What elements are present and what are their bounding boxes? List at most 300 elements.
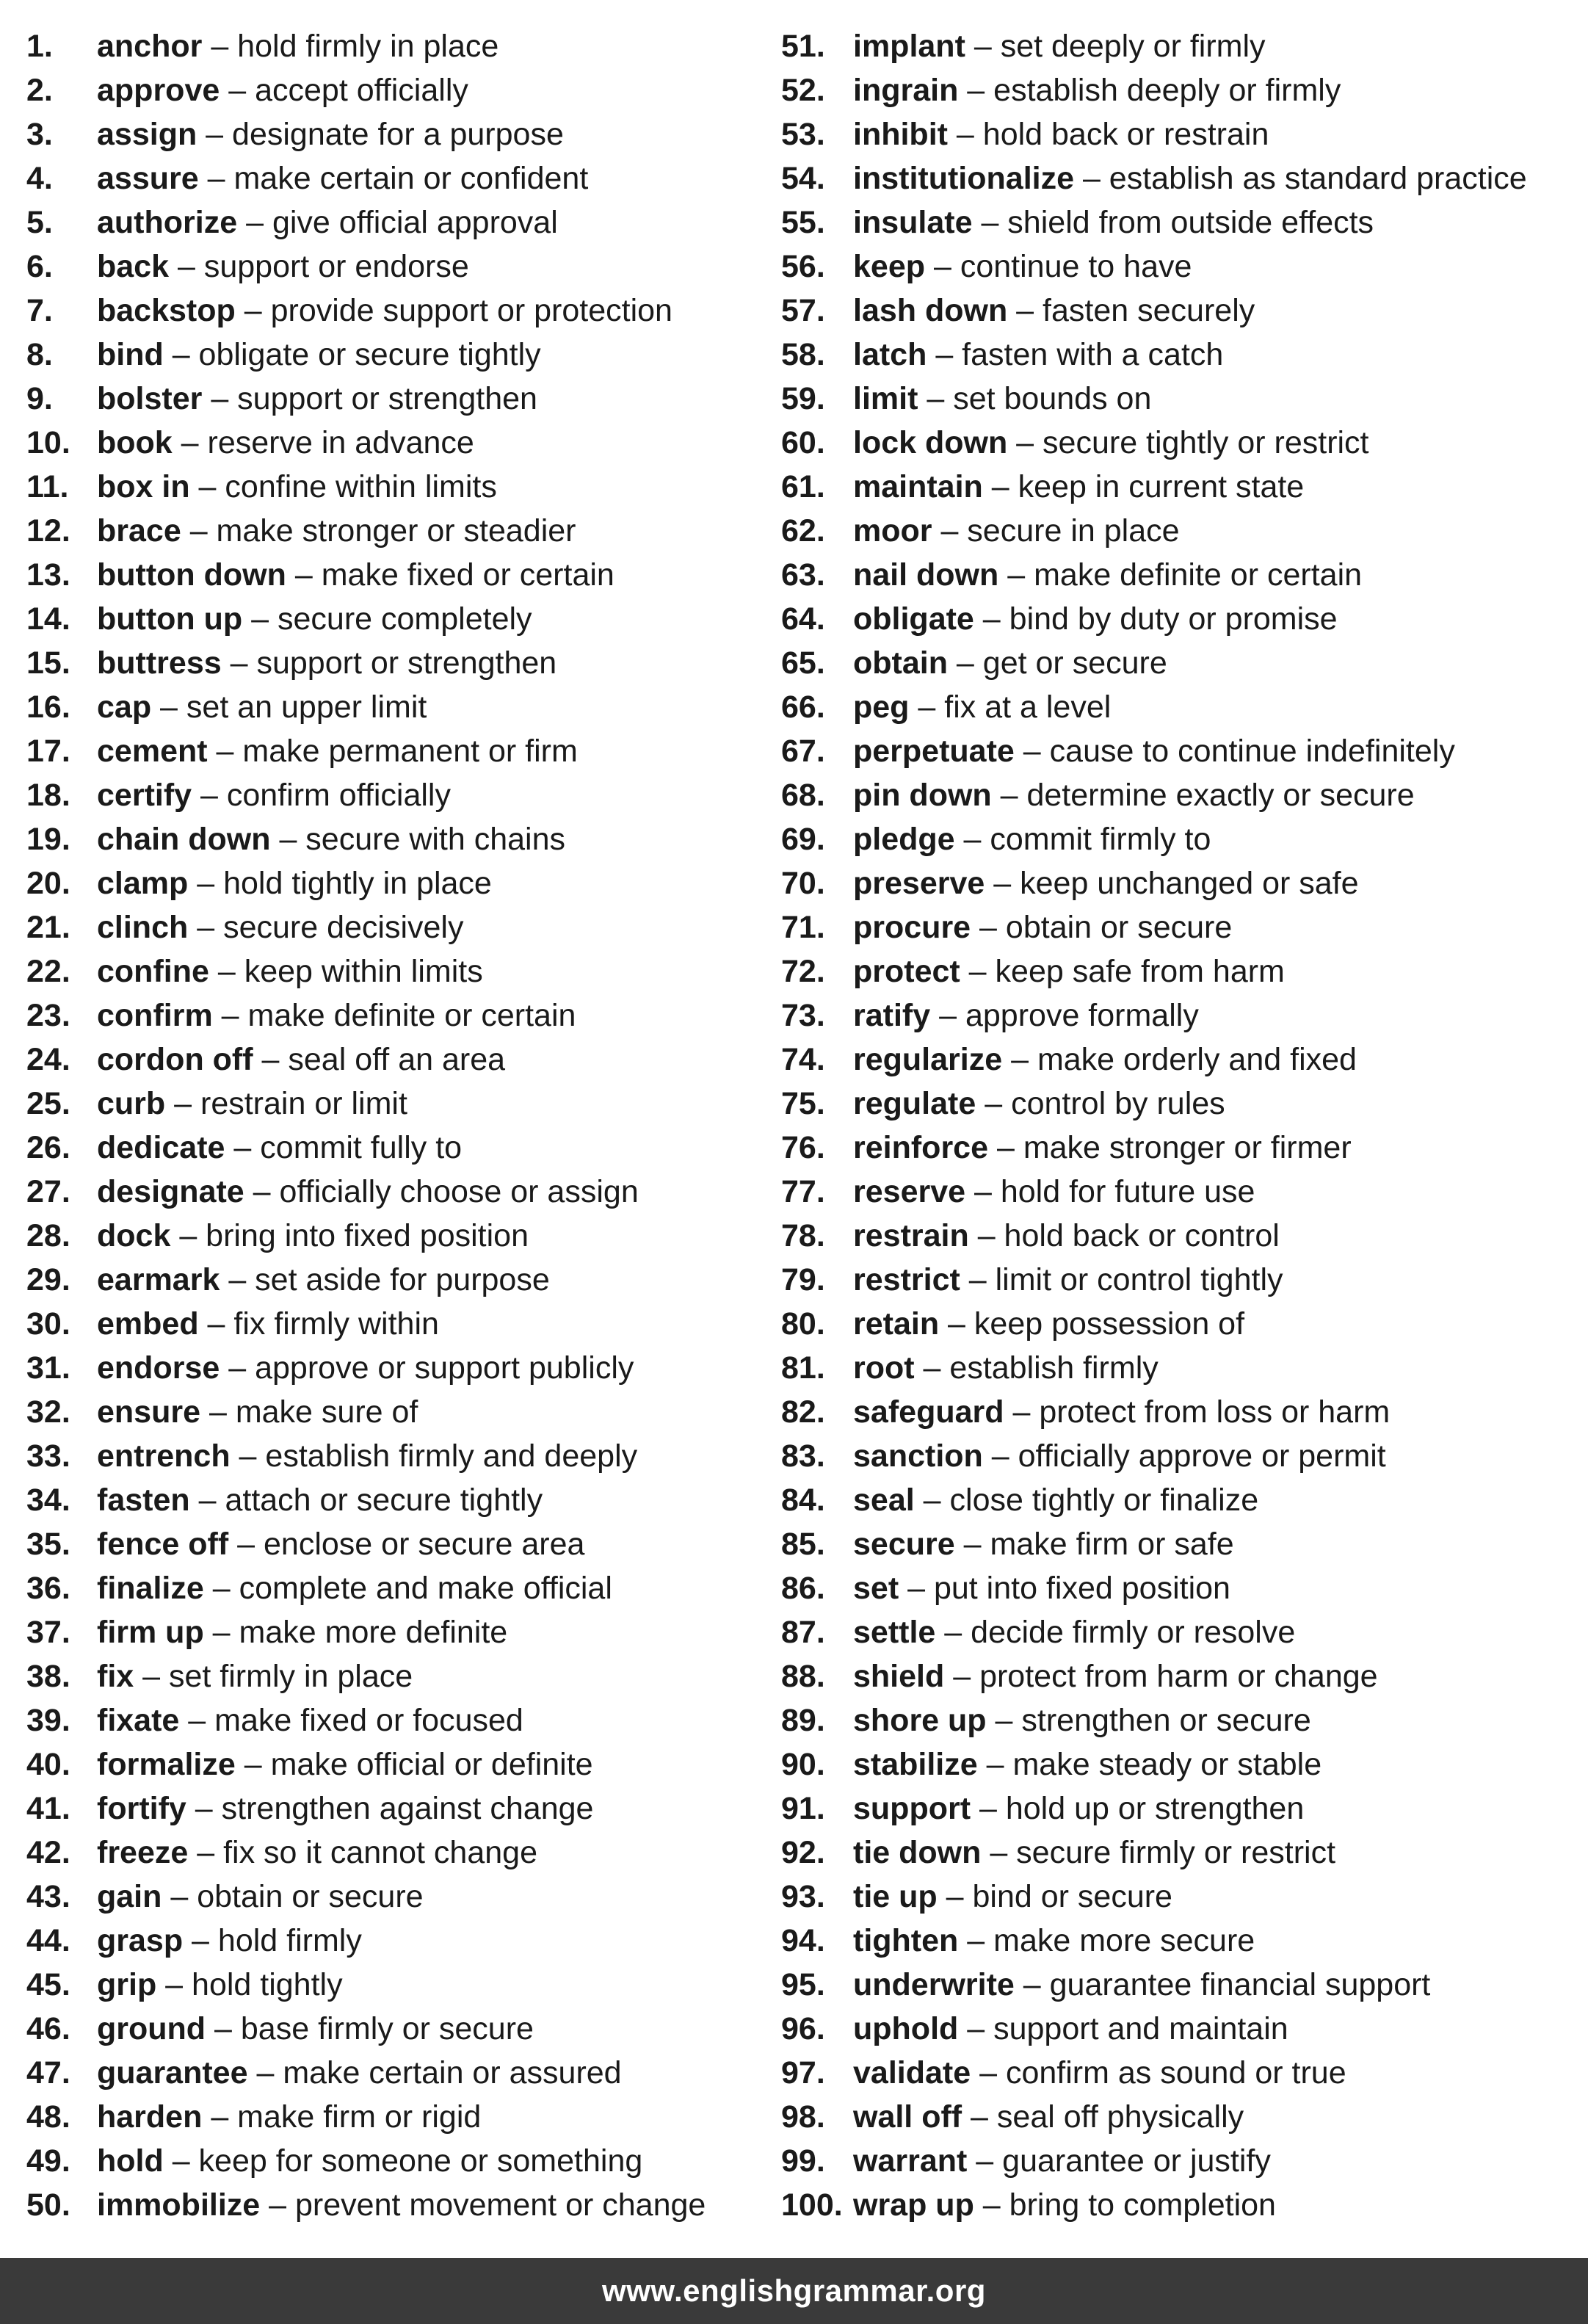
item-definition: – fix firmly within bbox=[198, 1306, 439, 1342]
list-item bbox=[781, 333, 1574, 377]
item-word: support bbox=[853, 1791, 971, 1826]
item-word: approve bbox=[97, 73, 220, 108]
item-number: 38. bbox=[26, 1659, 70, 1694]
item-number: 30. bbox=[26, 1306, 70, 1342]
list-item bbox=[781, 1434, 1574, 1478]
list-item bbox=[26, 1610, 761, 1654]
item-word: reserve bbox=[853, 1174, 966, 1209]
item-word: regularize bbox=[853, 1042, 1003, 1077]
list-item bbox=[781, 68, 1574, 112]
list-item bbox=[781, 1698, 1574, 1742]
word-list-column-left bbox=[26, 24, 761, 2227]
item-number: 11. bbox=[26, 469, 69, 504]
item-definition: – make official or definite bbox=[235, 1747, 593, 1782]
item-number: 95. bbox=[781, 1967, 825, 2002]
item-word: freeze bbox=[97, 1835, 189, 1870]
list-item bbox=[26, 1346, 761, 1390]
item-entry bbox=[853, 1214, 1280, 1258]
item-word: certify bbox=[97, 778, 192, 813]
item-number: 55. bbox=[781, 205, 825, 240]
item-definition: – keep within limits bbox=[209, 954, 483, 989]
list-item bbox=[26, 465, 761, 509]
item-entry bbox=[853, 1522, 1234, 1566]
list-item bbox=[26, 1434, 761, 1478]
item-number: 92. bbox=[781, 1835, 825, 1870]
item-definition: – set aside for purpose bbox=[220, 1262, 550, 1297]
item-definition: – hold back or control bbox=[968, 1218, 1280, 1253]
item-number: 44. bbox=[26, 1923, 70, 1958]
item-definition: – make fixed or certain bbox=[286, 557, 614, 593]
footer-bar bbox=[0, 2258, 1588, 2324]
item-definition: – make stronger or steadier bbox=[181, 513, 576, 549]
list-item bbox=[26, 1831, 761, 1875]
item-number: 74. bbox=[781, 1042, 825, 1077]
item-word: tighten bbox=[853, 1923, 959, 1958]
item-word: tie down bbox=[853, 1835, 982, 1870]
item-word: maintain bbox=[853, 469, 983, 504]
item-number: 51. bbox=[781, 29, 825, 64]
list-item bbox=[781, 421, 1574, 465]
item-word: restrict bbox=[853, 1262, 960, 1297]
item-definition: – guarantee or justify bbox=[967, 2143, 1271, 2179]
list-item bbox=[781, 509, 1574, 553]
item-entry bbox=[853, 1787, 1304, 1831]
list-item bbox=[26, 2183, 761, 2227]
item-word: restrain bbox=[853, 1218, 969, 1253]
item-definition: – establish firmly bbox=[914, 1350, 1159, 1386]
item-entry bbox=[97, 1610, 507, 1654]
item-word: guarantee bbox=[97, 2055, 248, 2090]
item-number: 52. bbox=[781, 73, 825, 108]
item-word: confirm bbox=[97, 998, 213, 1033]
item-number: 31. bbox=[26, 1350, 70, 1386]
item-definition: – set deeply or firmly bbox=[965, 29, 1266, 64]
item-word: lash down bbox=[853, 293, 1008, 328]
list-item bbox=[781, 1654, 1574, 1698]
item-definition: – make more definite bbox=[203, 1615, 508, 1650]
item-number: 76. bbox=[781, 1130, 825, 1165]
item-number: 21. bbox=[26, 910, 70, 945]
item-word: assure bbox=[97, 161, 199, 196]
item-definition: – enclose or secure area bbox=[228, 1527, 585, 1562]
item-number: 66. bbox=[781, 689, 825, 725]
item-entry bbox=[97, 2095, 481, 2139]
item-entry bbox=[853, 1610, 1295, 1654]
item-word: cordon off bbox=[97, 1042, 253, 1077]
item-entry bbox=[853, 1170, 1255, 1214]
item-definition: – bind or secure bbox=[937, 1879, 1172, 1914]
item-word: retain bbox=[853, 1306, 940, 1342]
list-item bbox=[781, 1919, 1574, 1963]
item-entry bbox=[97, 289, 672, 333]
item-entry bbox=[97, 245, 469, 289]
list-item bbox=[26, 861, 761, 905]
item-entry bbox=[97, 112, 564, 156]
list-item bbox=[26, 289, 761, 333]
item-entry bbox=[97, 1831, 537, 1875]
item-word: shore up bbox=[853, 1703, 987, 1738]
item-definition: – base firmly or secure bbox=[206, 2011, 534, 2046]
list-item bbox=[781, 2051, 1574, 2095]
item-entry bbox=[97, 1478, 543, 1522]
item-definition: – provide support or protection bbox=[235, 293, 672, 328]
item-definition: – obtain or secure bbox=[162, 1879, 424, 1914]
item-definition: – make stronger or firmer bbox=[988, 1130, 1352, 1165]
item-number: 1. bbox=[26, 29, 53, 64]
list-item bbox=[26, 24, 761, 68]
item-word: wrap up bbox=[853, 2187, 974, 2223]
item-word: safeguard bbox=[853, 1394, 1004, 1430]
item-entry bbox=[853, 817, 1211, 861]
item-word: set bbox=[853, 1571, 899, 1606]
item-number: 100. bbox=[781, 2187, 843, 2223]
item-definition: – control by rules bbox=[976, 1086, 1225, 1121]
list-item bbox=[26, 1963, 761, 2007]
list-item bbox=[26, 641, 761, 685]
list-item bbox=[781, 1126, 1574, 1170]
item-word: fix bbox=[97, 1659, 134, 1694]
list-item bbox=[26, 1698, 761, 1742]
item-definition: – hold tightly in place bbox=[188, 866, 492, 901]
item-word: earmark bbox=[97, 1262, 220, 1297]
item-definition: – make definite or certain bbox=[212, 998, 576, 1033]
item-definition: – support or strengthen bbox=[202, 381, 537, 416]
item-number: 26. bbox=[26, 1130, 70, 1165]
item-number: 78. bbox=[781, 1218, 825, 1253]
item-entry bbox=[853, 1126, 1352, 1170]
item-number: 93. bbox=[781, 1879, 825, 1914]
item-definition: – decide firmly or resolve bbox=[935, 1615, 1296, 1650]
item-word: dedicate bbox=[97, 1130, 225, 1165]
item-word: ratify bbox=[853, 998, 931, 1033]
list-item bbox=[781, 993, 1574, 1038]
item-definition: – support and maintain bbox=[958, 2011, 1288, 2046]
list-item bbox=[26, 245, 761, 289]
item-entry bbox=[853, 1302, 1244, 1346]
item-entry bbox=[97, 156, 588, 200]
item-number: 39. bbox=[26, 1703, 70, 1738]
item-definition: – set bounds on bbox=[918, 381, 1152, 416]
item-entry bbox=[853, 2139, 1271, 2183]
item-definition: – establish as standard practice bbox=[1074, 161, 1527, 196]
item-number: 69. bbox=[781, 822, 825, 857]
item-number: 32. bbox=[26, 1394, 70, 1430]
item-entry bbox=[97, 1787, 593, 1831]
item-word: secure bbox=[853, 1527, 955, 1562]
list-item bbox=[781, 1610, 1574, 1654]
item-definition: – make permanent or firm bbox=[207, 734, 578, 769]
item-number: 6. bbox=[26, 249, 53, 284]
item-word: insulate bbox=[853, 205, 973, 240]
item-number: 9. bbox=[26, 381, 53, 416]
item-entry bbox=[853, 377, 1151, 421]
item-definition: – attach or secure tightly bbox=[189, 1483, 543, 1518]
item-entry bbox=[853, 1875, 1172, 1919]
list-item bbox=[781, 1346, 1574, 1390]
item-entry bbox=[853, 112, 1269, 156]
item-entry bbox=[97, 421, 474, 465]
item-entry bbox=[97, 597, 532, 641]
item-word: settle bbox=[853, 1615, 936, 1650]
list-item bbox=[781, 24, 1574, 68]
item-definition: – make firm or safe bbox=[954, 1527, 1234, 1562]
item-entry bbox=[853, 1831, 1335, 1875]
item-word: validate bbox=[853, 2055, 971, 2090]
item-word: preserve bbox=[853, 866, 985, 901]
item-number: 88. bbox=[781, 1659, 825, 1694]
item-number: 99. bbox=[781, 2143, 825, 2179]
item-entry bbox=[853, 905, 1232, 949]
item-word: peg bbox=[853, 689, 910, 725]
item-entry bbox=[97, 861, 492, 905]
item-entry bbox=[853, 289, 1255, 333]
footer-url[interactable]: www.englishgrammar.org bbox=[602, 2273, 986, 2308]
item-entry bbox=[853, 1698, 1311, 1742]
list-item bbox=[26, 2095, 761, 2139]
list-item bbox=[26, 817, 761, 861]
item-entry bbox=[97, 200, 558, 245]
item-entry bbox=[853, 2007, 1288, 2051]
item-word: grip bbox=[97, 1967, 157, 2002]
item-definition: – keep for someone or something bbox=[163, 2143, 643, 2179]
item-entry bbox=[97, 1126, 462, 1170]
list-item bbox=[26, 1522, 761, 1566]
item-entry bbox=[97, 1434, 637, 1478]
item-number: 24. bbox=[26, 1042, 70, 1077]
item-definition: – protect from harm or change bbox=[944, 1659, 1378, 1694]
list-item bbox=[26, 1390, 761, 1434]
list-item bbox=[781, 1302, 1574, 1346]
item-word: fasten bbox=[97, 1483, 190, 1518]
list-item bbox=[781, 729, 1574, 773]
item-number: 87. bbox=[781, 1615, 825, 1650]
item-entry bbox=[97, 1698, 523, 1742]
list-item bbox=[781, 1963, 1574, 2007]
item-definition: – make firm or rigid bbox=[202, 2099, 482, 2135]
item-definition: – fix at a level bbox=[909, 689, 1112, 725]
item-number: 73. bbox=[781, 998, 825, 1033]
list-item bbox=[26, 1302, 761, 1346]
item-entry bbox=[853, 2051, 1346, 2095]
item-word: buttress bbox=[97, 645, 222, 681]
item-word: wall off bbox=[853, 2099, 962, 2135]
item-entry bbox=[97, 1038, 505, 1082]
item-number: 72. bbox=[781, 954, 825, 989]
item-entry bbox=[97, 1170, 639, 1214]
item-entry bbox=[853, 1654, 1378, 1698]
list-item bbox=[26, 1214, 761, 1258]
list-item bbox=[781, 2095, 1574, 2139]
list-item bbox=[26, 68, 761, 112]
list-item bbox=[781, 553, 1574, 597]
item-number: 16. bbox=[26, 689, 70, 725]
list-item bbox=[26, 729, 761, 773]
list-item bbox=[781, 2007, 1574, 2051]
list-item bbox=[26, 1082, 761, 1126]
item-number: 35. bbox=[26, 1527, 70, 1562]
list-item bbox=[26, 1654, 761, 1698]
item-word: gain bbox=[97, 1879, 162, 1914]
item-word: brace bbox=[97, 513, 181, 549]
item-definition: – bind by duty or promise bbox=[974, 601, 1338, 637]
item-number: 60. bbox=[781, 425, 825, 460]
item-number: 67. bbox=[781, 734, 825, 769]
item-definition: – keep unchanged or safe bbox=[985, 866, 1359, 901]
item-entry bbox=[853, 1478, 1258, 1522]
list-item bbox=[781, 1478, 1574, 1522]
item-word: formalize bbox=[97, 1747, 236, 1782]
item-entry bbox=[853, 773, 1415, 817]
item-number: 85. bbox=[781, 1527, 825, 1562]
item-word: grasp bbox=[97, 1923, 184, 1958]
item-number: 98. bbox=[781, 2099, 825, 2135]
item-definition: – secure completely bbox=[242, 601, 532, 637]
item-entry bbox=[97, 1742, 593, 1787]
item-word: curb bbox=[97, 1086, 166, 1121]
list-item bbox=[26, 112, 761, 156]
item-word: back bbox=[97, 249, 170, 284]
item-entry bbox=[853, 861, 1359, 905]
item-definition: – strengthen against change bbox=[186, 1791, 594, 1826]
item-word: institutionalize bbox=[853, 161, 1074, 196]
item-number: 83. bbox=[781, 1438, 825, 1474]
item-definition: – keep safe from harm bbox=[960, 954, 1285, 989]
item-entry bbox=[97, 1302, 439, 1346]
list-item bbox=[26, 333, 761, 377]
item-number: 63. bbox=[781, 557, 825, 593]
item-definition: – approve formally bbox=[930, 998, 1199, 1033]
item-definition: – make steady or stable bbox=[977, 1747, 1322, 1782]
item-word: sanction bbox=[853, 1438, 983, 1474]
list-item bbox=[781, 905, 1574, 949]
item-entry bbox=[97, 377, 537, 421]
item-number: 54. bbox=[781, 161, 825, 196]
item-entry bbox=[97, 729, 578, 773]
item-entry bbox=[853, 509, 1180, 553]
list-item bbox=[26, 773, 761, 817]
item-number: 94. bbox=[781, 1923, 825, 1958]
item-number: 82. bbox=[781, 1394, 825, 1430]
list-item bbox=[781, 1082, 1574, 1126]
item-definition: – put into fixed position bbox=[899, 1571, 1230, 1606]
item-word: fortify bbox=[97, 1791, 186, 1826]
item-entry bbox=[853, 1742, 1321, 1787]
list-item bbox=[26, 905, 761, 949]
item-word: perpetuate bbox=[853, 734, 1015, 769]
item-definition: – confine within limits bbox=[189, 469, 497, 504]
item-definition: – establish firmly and deeply bbox=[230, 1438, 638, 1474]
item-number: 91. bbox=[781, 1791, 825, 1826]
item-word: regulate bbox=[853, 1086, 976, 1121]
list-item bbox=[26, 1787, 761, 1831]
item-entry bbox=[97, 1214, 529, 1258]
list-item bbox=[26, 421, 761, 465]
item-number: 33. bbox=[26, 1438, 70, 1474]
item-word: seal bbox=[853, 1483, 915, 1518]
list-item bbox=[26, 1875, 761, 1919]
item-number: 45. bbox=[26, 1967, 70, 2002]
item-definition: – keep possession of bbox=[939, 1306, 1245, 1342]
item-definition: – guarantee financial support bbox=[1014, 1967, 1431, 2002]
item-number: 36. bbox=[26, 1571, 70, 1606]
list-item bbox=[26, 685, 761, 729]
list-item bbox=[26, 553, 761, 597]
item-entry bbox=[97, 1919, 362, 1963]
item-entry bbox=[97, 949, 483, 993]
item-entry bbox=[853, 641, 1167, 685]
item-entry bbox=[853, 24, 1266, 68]
item-number: 17. bbox=[26, 734, 70, 769]
word-list-column-right bbox=[781, 24, 1574, 2227]
item-number: 77. bbox=[781, 1174, 825, 1209]
list-item bbox=[781, 1831, 1574, 1875]
item-number: 84. bbox=[781, 1483, 825, 1518]
item-word: anchor bbox=[97, 29, 203, 64]
item-word: shield bbox=[853, 1659, 945, 1694]
list-item bbox=[781, 156, 1574, 200]
item-number: 64. bbox=[781, 601, 825, 637]
list-item bbox=[781, 289, 1574, 333]
list-item bbox=[781, 1170, 1574, 1214]
list-item bbox=[26, 597, 761, 641]
item-word: ground bbox=[97, 2011, 206, 2046]
item-definition: – support or strengthen bbox=[221, 645, 557, 681]
item-number: 53. bbox=[781, 117, 825, 152]
list-item bbox=[26, 377, 761, 421]
item-entry bbox=[853, 1258, 1283, 1302]
item-number: 25. bbox=[26, 1086, 70, 1121]
item-definition: – support or endorse bbox=[169, 249, 469, 284]
item-word: keep bbox=[853, 249, 926, 284]
item-entry bbox=[853, 2183, 1276, 2227]
list-item bbox=[26, 1170, 761, 1214]
item-definition: – protect from loss or harm bbox=[1004, 1394, 1391, 1430]
item-definition: – restrain or limit bbox=[165, 1086, 407, 1121]
item-number: 50. bbox=[26, 2187, 70, 2223]
item-word: procure bbox=[853, 910, 971, 945]
item-number: 29. bbox=[26, 1262, 70, 1297]
item-word: finalize bbox=[97, 1571, 204, 1606]
item-word: ingrain bbox=[853, 73, 959, 108]
list-item bbox=[26, 509, 761, 553]
item-number: 40. bbox=[26, 1747, 70, 1782]
item-entry bbox=[97, 68, 468, 112]
list-item bbox=[26, 1919, 761, 1963]
item-definition: – hold firmly bbox=[183, 1923, 362, 1958]
item-word: cap bbox=[97, 689, 152, 725]
item-number: 19. bbox=[26, 822, 70, 857]
item-entry bbox=[97, 1346, 634, 1390]
item-number: 80. bbox=[781, 1306, 825, 1342]
item-definition: – get or secure bbox=[947, 645, 1167, 681]
item-definition: – cause to continue indefinitely bbox=[1014, 734, 1455, 769]
list-item bbox=[781, 200, 1574, 245]
item-number: 27. bbox=[26, 1174, 70, 1209]
item-definition: – hold back or restrain bbox=[947, 117, 1269, 152]
item-number: 41. bbox=[26, 1791, 70, 1826]
list-item bbox=[26, 949, 761, 993]
item-number: 57. bbox=[781, 293, 825, 328]
item-entry bbox=[97, 685, 427, 729]
item-definition: – shield from outside effects bbox=[972, 205, 1374, 240]
item-number: 14. bbox=[26, 601, 70, 637]
item-definition: – continue to have bbox=[925, 249, 1192, 284]
item-definition: – make certain or confident bbox=[198, 161, 589, 196]
item-word: button down bbox=[97, 557, 286, 593]
item-number: 37. bbox=[26, 1615, 70, 1650]
item-word: obligate bbox=[853, 601, 974, 637]
item-number: 90. bbox=[781, 1747, 825, 1782]
